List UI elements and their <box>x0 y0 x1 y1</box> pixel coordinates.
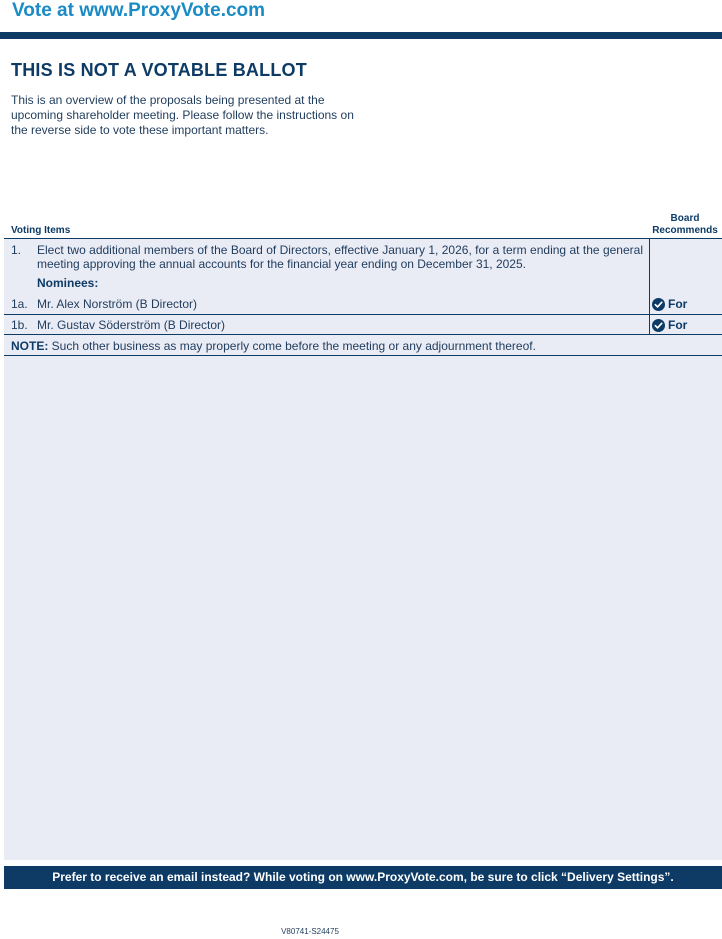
vote-url-header: Vote at www.ProxyVote.com <box>12 0 266 21</box>
row-divider <box>4 314 722 315</box>
nominees-label: Nominees: <box>37 276 99 290</box>
document-code: V80741-S24475 <box>281 927 339 936</box>
nominee-number: 1a. <box>11 297 28 311</box>
board-header-line-1: Board <box>670 213 700 224</box>
table-top-rule <box>4 238 722 239</box>
checkmark-icon <box>652 319 665 332</box>
voting-items-header: Voting Items <box>11 225 71 236</box>
intro-line-3: the reverse side to vote these important matters. <box>11 123 269 137</box>
recommendation-badge <box>652 297 687 311</box>
row-divider <box>4 334 722 335</box>
intro-text <box>11 93 361 138</box>
row-divider <box>4 355 722 356</box>
page-title: THIS IS NOT A VOTABLE BALLOT <box>11 60 307 80</box>
checkmark-icon <box>652 298 665 311</box>
intro-line-1: This is an overview of the proposals being presented at the <box>11 93 325 107</box>
recommendation-badge <box>652 318 687 332</box>
table-background <box>4 239 722 860</box>
delivery-settings-banner: Prefer to receive an email instead? While voting on www.ProxyVote.com, be sure to click “Delivery Settings”. <box>4 866 722 889</box>
board-header-line-2: Recommends <box>652 225 718 236</box>
proposal-number: 1. <box>11 243 22 257</box>
recommendation-label: For <box>668 318 688 332</box>
note-label: NOTE: <box>11 339 49 353</box>
note-body: Such other business as may properly come before the meeting or any adjournment thereof. <box>48 339 536 353</box>
recommendation-label: For <box>668 297 688 311</box>
nominee-name: Mr. Gustav Söderström (B Director) <box>37 318 226 332</box>
header-rule <box>0 32 722 39</box>
intro-line-2: upcoming shareholder meeting. Please follow the instructions on <box>11 108 354 122</box>
board-recommends-header <box>648 213 722 237</box>
proposal-text: Elect two additional members of the Board of Directors, effective January 1, 2026, for a term ending at the general meeting approving the annual accounts for the financial year ending on December 31, 2025. <box>37 243 643 271</box>
recommend-column-divider <box>649 239 650 334</box>
note-text <box>11 339 536 353</box>
nominee-name: Mr. Alex Norström (B Director) <box>37 297 198 311</box>
nominee-number: 1b. <box>11 318 28 332</box>
